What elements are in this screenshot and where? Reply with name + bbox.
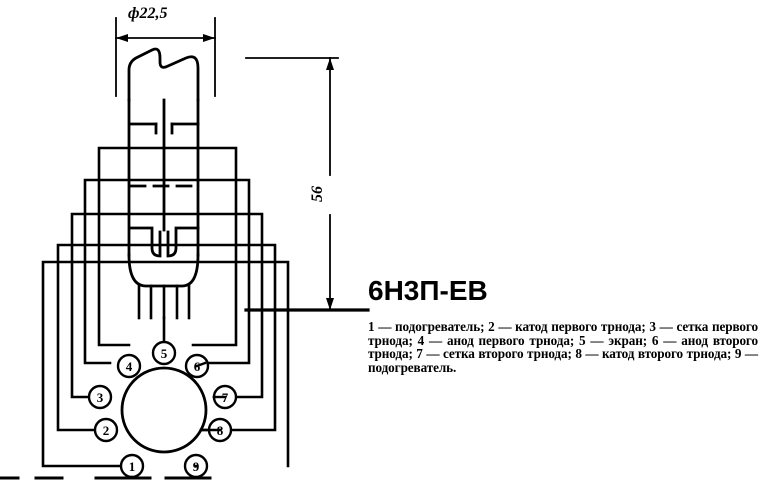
pin-connector-ticks <box>196 363 225 466</box>
pin-number-1: 1 <box>128 459 136 474</box>
pin-number-8: 8 <box>216 423 224 438</box>
caption-block <box>368 276 766 374</box>
pin-number-9: 9 <box>192 459 200 474</box>
pin-legend-text: 1 — подогреватель; 2 — катод первого трнода; 3 — сетка первого трнода; 4 — анод первого трнода; 5 — экран; 6 — анод второго трнода; 7 — сетка второго трнода; 8 — катод второго трнода; 9 — подогреватель. <box>368 319 758 375</box>
part-number-title: 6Н3П-ЕВ <box>368 275 488 306</box>
pin-number-2: 2 <box>102 423 110 438</box>
base-pins <box>139 286 189 318</box>
pin-number-5: 5 <box>160 346 168 361</box>
diameter-dimension-label: ф22,5 <box>128 5 168 22</box>
height-dimension <box>246 58 338 310</box>
socket-pin-circle <box>122 368 206 452</box>
height-dimension-label: 56 <box>309 186 326 202</box>
pin-number-4: 4 <box>125 359 133 374</box>
pin-number-7: 7 <box>221 390 229 405</box>
pin-number-3: 3 <box>96 390 104 405</box>
pin-number-6: 6 <box>193 359 201 374</box>
diameter-dimension <box>116 18 215 96</box>
lead-routing-paths <box>43 148 288 466</box>
internal-electrodes <box>130 100 198 256</box>
